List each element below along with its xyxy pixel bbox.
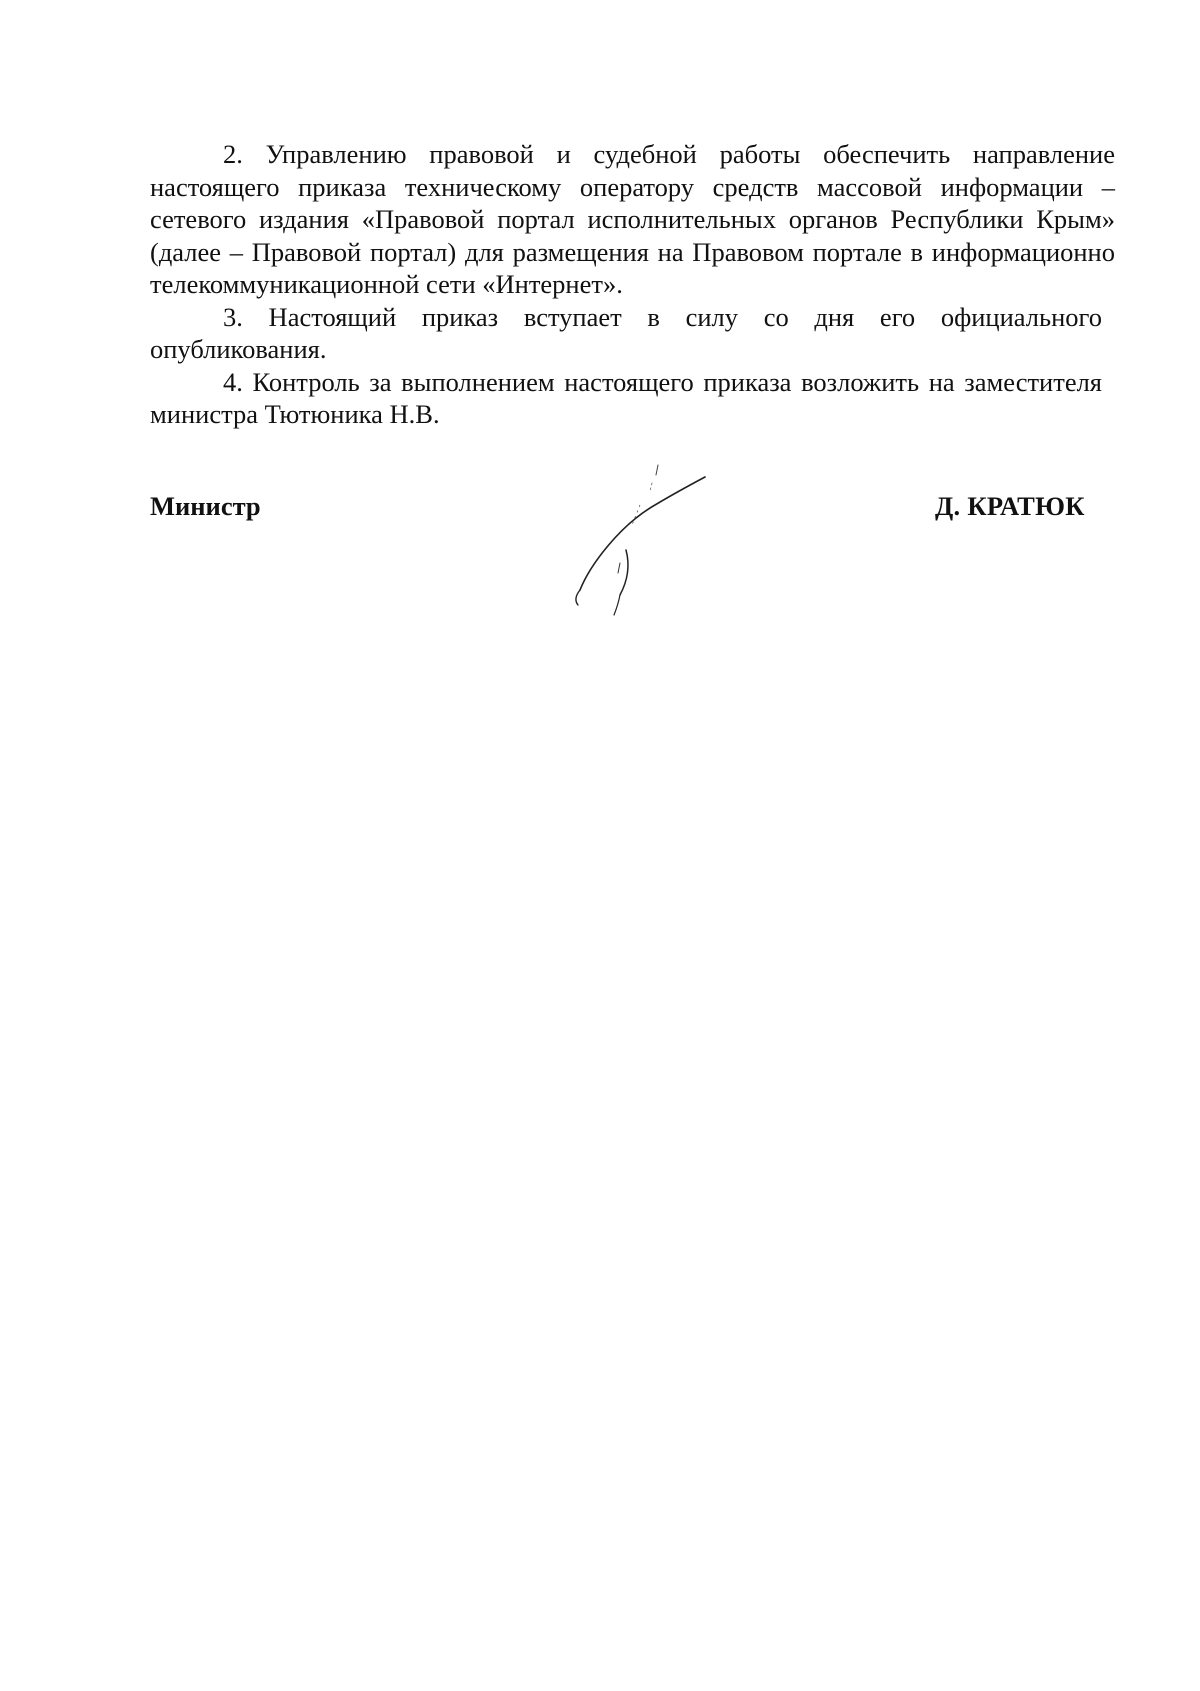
paragraph-3: 3. Настоящий приказ вступает в силу со дня его официального опубликования. [150, 301, 1102, 364]
document-body [150, 138, 1115, 431]
signatory-name: Д. КРАТЮК [935, 491, 1085, 521]
handwritten-signature [560, 455, 760, 655]
paragraph-2: 2. Управлению правовой и судебной работы обеспечить направление настоящего приказа техническому оператору средств массовой информации – сетевого издания «Правовой портал исполнительных органов Республики Крым» (далее – Правовой портал) для размещения на Правовом портале в информационно телекоммуникационной сети «Интернет». [150, 139, 1115, 299]
signatory-role: Министр [150, 491, 261, 521]
paragraph-4: 4. Контроль за выполнением настоящего приказа возложить на заместителя министра Тютюника Н.В. [150, 366, 1102, 429]
